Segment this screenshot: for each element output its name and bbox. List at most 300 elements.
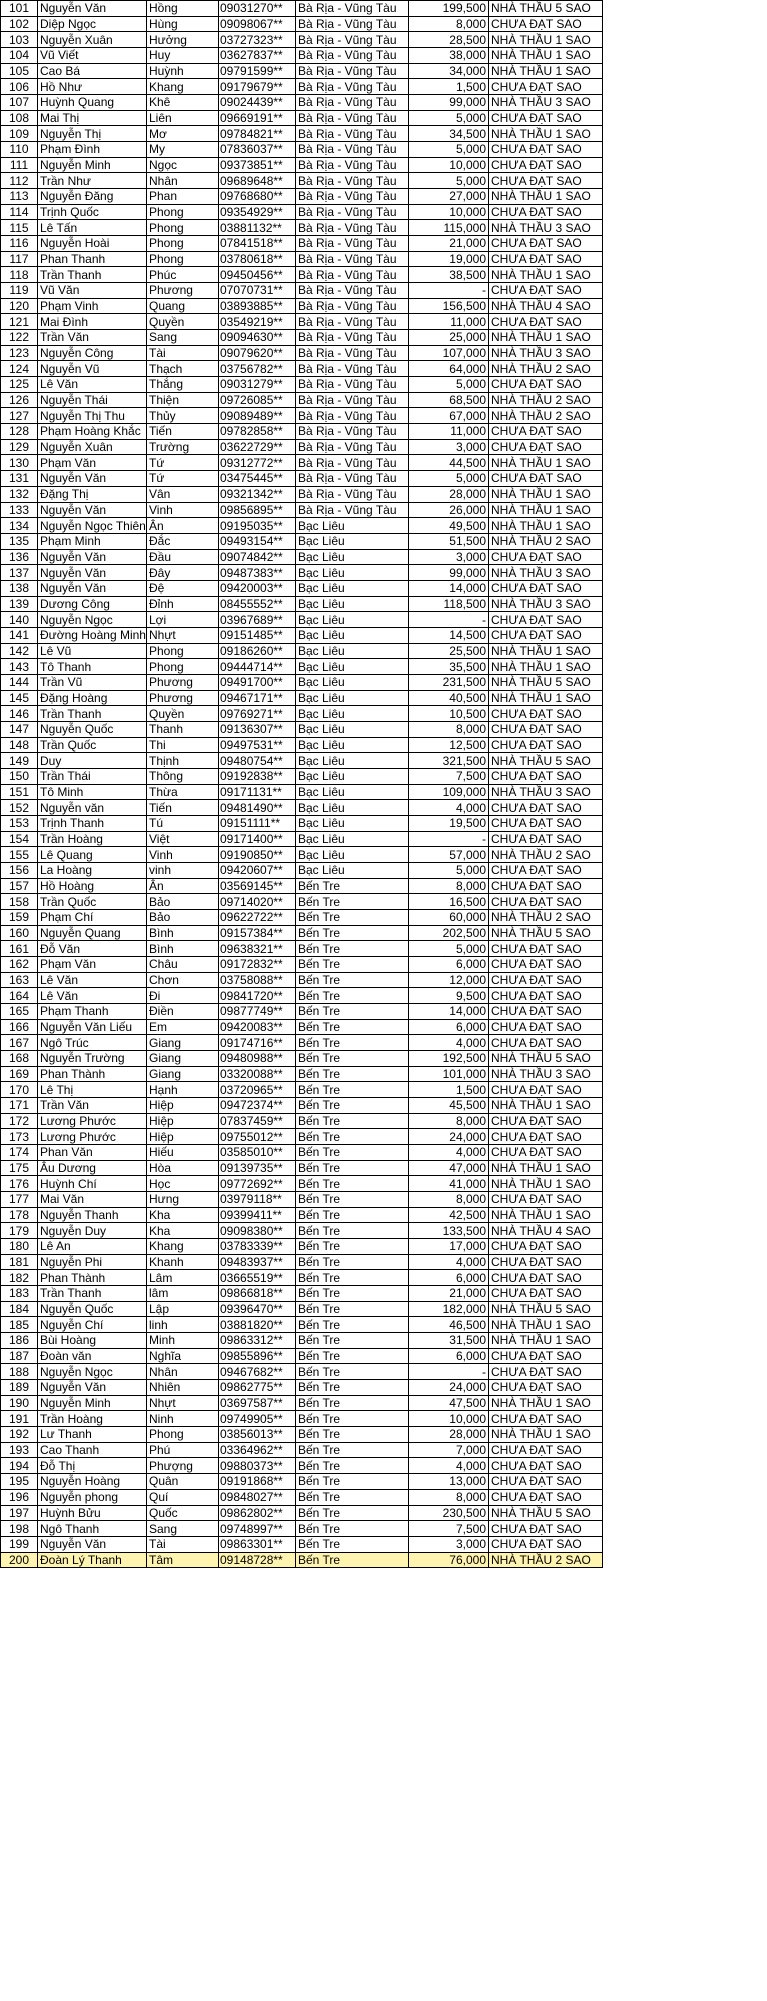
table-row <box>1 659 603 675</box>
row-number-cell: 195 <box>1 1474 38 1490</box>
amount-cell: 4,000 <box>409 1254 489 1270</box>
family-name-cell: Lê Thị <box>38 1082 147 1098</box>
row-number-cell: 200 <box>1 1552 38 1568</box>
table-row <box>1 455 603 471</box>
rating-cell: NHÀ THẦU 3 SAO <box>489 1066 603 1082</box>
family-name-cell: Trịnh Quốc <box>38 204 147 220</box>
table-row <box>1 768 603 784</box>
given-name-cell: Phương <box>147 674 219 690</box>
table-row <box>1 580 603 596</box>
amount-cell: 1,500 <box>409 1082 489 1098</box>
amount-cell: 49,500 <box>409 518 489 534</box>
given-name-cell: Quốc <box>147 1505 219 1521</box>
row-number-cell: 190 <box>1 1395 38 1411</box>
phone-number-cell: 09420003** <box>219 580 296 596</box>
table-row <box>1 189 603 205</box>
rating-cell: CHƯA ĐẠT SAO <box>489 204 603 220</box>
province-cell: Bà Rịa - Vũng Tàu <box>296 110 409 126</box>
province-cell: Bạc Liêu <box>296 737 409 753</box>
given-name-cell: Hồng <box>147 1 219 17</box>
row-number-cell: 171 <box>1 1098 38 1114</box>
given-name-cell: Nhựt <box>147 1395 219 1411</box>
rating-cell: CHƯA ĐẠT SAO <box>489 800 603 816</box>
province-cell: Bà Rịa - Vũng Tàu <box>296 377 409 393</box>
given-name-cell: Phong <box>147 659 219 675</box>
phone-number-cell: 09098067** <box>219 16 296 32</box>
table-row <box>1 283 603 299</box>
rating-cell: NHÀ THẦU 2 SAO <box>489 1552 603 1568</box>
amount-cell: 41,000 <box>409 1176 489 1192</box>
rating-cell: CHƯA ĐẠT SAO <box>489 1348 603 1364</box>
row-number-cell: 129 <box>1 439 38 455</box>
province-cell: Bến Tre <box>296 878 409 894</box>
given-name-cell: Thanh <box>147 721 219 737</box>
given-name-cell: Huy <box>147 48 219 64</box>
phone-number-cell: 09480988** <box>219 1051 296 1067</box>
phone-number-cell: 07837459** <box>219 1113 296 1129</box>
phone-number-cell: 09179679** <box>219 79 296 95</box>
family-name-cell: Cao Thanh <box>38 1442 147 1458</box>
family-name-cell: Nguyễn Văn <box>38 580 147 596</box>
table-row <box>1 1223 603 1239</box>
province-cell: Bạc Liêu <box>296 643 409 659</box>
row-number-cell: 128 <box>1 424 38 440</box>
phone-number-cell: 09450456** <box>219 267 296 283</box>
row-number-cell: 131 <box>1 471 38 487</box>
given-name-cell: Huỳnh <box>147 63 219 79</box>
phone-number-cell: 09714020** <box>219 894 296 910</box>
given-name-cell: Phong <box>147 236 219 252</box>
given-name-cell: My <box>147 142 219 158</box>
given-name-cell: Phong <box>147 1427 219 1443</box>
row-number-cell: 126 <box>1 392 38 408</box>
province-cell: Bạc Liêu <box>296 784 409 800</box>
family-name-cell: Nguyễn Văn <box>38 1 147 17</box>
phone-number-cell: 03475445** <box>219 471 296 487</box>
family-name-cell: Nguyễn Thị Thu <box>38 408 147 424</box>
rating-cell: CHƯA ĐẠT SAO <box>489 580 603 596</box>
table-row <box>1 157 603 173</box>
amount-cell: 12,500 <box>409 737 489 753</box>
province-cell: Bà Rịa - Vũng Tàu <box>296 204 409 220</box>
phone-number-cell: 09467171** <box>219 690 296 706</box>
amount-cell: 60,000 <box>409 909 489 925</box>
table-row <box>1 627 603 643</box>
table-row <box>1 1364 603 1380</box>
province-cell: Bạc Liêu <box>296 596 409 612</box>
rating-cell: CHƯA ĐẠT SAO <box>489 1364 603 1380</box>
amount-cell: 47,000 <box>409 1160 489 1176</box>
rating-cell: NHÀ THẦU 1 SAO <box>489 1317 603 1333</box>
table-row <box>1 79 603 95</box>
amount-cell: 202,500 <box>409 925 489 941</box>
family-name-cell: Đoàn văn <box>38 1348 147 1364</box>
phone-number-cell: 03979118** <box>219 1192 296 1208</box>
phone-number-cell: 09186260** <box>219 643 296 659</box>
province-cell: Bà Rịa - Vũng Tàu <box>296 251 409 267</box>
amount-cell: 44,500 <box>409 455 489 471</box>
amount-cell: 40,500 <box>409 690 489 706</box>
given-name-cell: Thi <box>147 737 219 753</box>
phone-number-cell: 09669191** <box>219 110 296 126</box>
rating-cell: CHƯA ĐẠT SAO <box>489 1458 603 1474</box>
row-number-cell: 187 <box>1 1348 38 1364</box>
given-name-cell: Tài <box>147 1536 219 1552</box>
phone-number-cell: 03697587** <box>219 1395 296 1411</box>
amount-cell: 192,500 <box>409 1051 489 1067</box>
rating-cell: NHÀ THẦU 3 SAO <box>489 565 603 581</box>
given-name-cell: Tiến <box>147 424 219 440</box>
phone-number-cell: 09074842** <box>219 549 296 565</box>
row-number-cell: 124 <box>1 361 38 377</box>
province-cell: Bến Tre <box>296 1113 409 1129</box>
given-name-cell: Phú <box>147 1442 219 1458</box>
table-row <box>1 1004 603 1020</box>
family-name-cell: Trần Thanh <box>38 706 147 722</box>
amount-cell: 25,000 <box>409 330 489 346</box>
family-name-cell: Nguyễn phong <box>38 1489 147 1505</box>
province-cell: Bà Rịa - Vũng Tàu <box>296 330 409 346</box>
phone-number-cell: 09480754** <box>219 753 296 769</box>
rating-cell: CHƯA ĐẠT SAO <box>489 706 603 722</box>
rating-cell: NHÀ THẦU 2 SAO <box>489 847 603 863</box>
amount-cell: 14,000 <box>409 1004 489 1020</box>
amount-cell: 6,000 <box>409 1019 489 1035</box>
family-name-cell: Nguyễn Văn <box>38 502 147 518</box>
amount-cell: 28,000 <box>409 486 489 502</box>
table-row <box>1 267 603 283</box>
phone-number-cell: 07836037** <box>219 142 296 158</box>
province-cell: Bến Tre <box>296 1160 409 1176</box>
province-cell: Bà Rịa - Vũng Tàu <box>296 173 409 189</box>
amount-cell: 133,500 <box>409 1223 489 1239</box>
rating-cell: CHƯA ĐẠT SAO <box>489 831 603 847</box>
row-number-cell: 192 <box>1 1427 38 1443</box>
rating-cell: CHƯA ĐẠT SAO <box>489 16 603 32</box>
given-name-cell: Giang <box>147 1066 219 1082</box>
province-cell: Bà Rịa - Vũng Tàu <box>296 486 409 502</box>
row-number-cell: 186 <box>1 1333 38 1349</box>
phone-number-cell: 09174716** <box>219 1035 296 1051</box>
given-name-cell: lâm <box>147 1286 219 1302</box>
province-cell: Bạc Liêu <box>296 690 409 706</box>
phone-number-cell: 09172832** <box>219 956 296 972</box>
province-cell: Bến Tre <box>296 1145 409 1161</box>
amount-cell: - <box>409 831 489 847</box>
table-row <box>1 1552 603 1568</box>
phone-number-cell: 03881132** <box>219 220 296 236</box>
table-row <box>1 439 603 455</box>
table-row <box>1 126 603 142</box>
province-cell: Bến Tre <box>296 956 409 972</box>
province-cell: Bến Tre <box>296 1192 409 1208</box>
amount-cell: - <box>409 612 489 628</box>
province-cell: Bà Rịa - Vũng Tàu <box>296 439 409 455</box>
phone-number-cell: 03856013** <box>219 1427 296 1443</box>
row-number-cell: 164 <box>1 988 38 1004</box>
table-row <box>1 1505 603 1521</box>
phone-number-cell: 03665519** <box>219 1270 296 1286</box>
phone-number-cell: 03549219** <box>219 314 296 330</box>
amount-cell: 68,500 <box>409 392 489 408</box>
family-name-cell: Lê An <box>38 1239 147 1255</box>
province-cell: Bà Rịa - Vũng Tàu <box>296 95 409 111</box>
rating-cell: NHÀ THẦU 1 SAO <box>489 455 603 471</box>
amount-cell: 11,000 <box>409 314 489 330</box>
table-row <box>1 1286 603 1302</box>
province-cell: Bến Tre <box>296 1395 409 1411</box>
rating-cell: NHÀ THẦU 3 SAO <box>489 345 603 361</box>
phone-number-cell: 09098380** <box>219 1223 296 1239</box>
table-row <box>1 1442 603 1458</box>
amount-cell: 4,000 <box>409 1035 489 1051</box>
amount-cell: 3,000 <box>409 439 489 455</box>
phone-number-cell: 09848027** <box>219 1489 296 1505</box>
table-row <box>1 1521 603 1537</box>
phone-number-cell: 09841720** <box>219 988 296 1004</box>
amount-cell: 26,000 <box>409 502 489 518</box>
rating-cell: CHƯA ĐẠT SAO <box>489 1129 603 1145</box>
row-number-cell: 152 <box>1 800 38 816</box>
province-cell: Bà Rịa - Vũng Tàu <box>296 408 409 424</box>
table-row <box>1 690 603 706</box>
phone-number-cell: 09755012** <box>219 1129 296 1145</box>
amount-cell: 10,000 <box>409 204 489 220</box>
given-name-cell: Thừa <box>147 784 219 800</box>
given-name-cell: Thiện <box>147 392 219 408</box>
row-number-cell: 110 <box>1 142 38 158</box>
phone-number-cell: 03320088** <box>219 1066 296 1082</box>
family-name-cell: Trần Vũ <box>38 674 147 690</box>
row-number-cell: 143 <box>1 659 38 675</box>
table-row <box>1 1082 603 1098</box>
amount-cell: 8,000 <box>409 1113 489 1129</box>
amount-cell: 19,500 <box>409 815 489 831</box>
amount-cell: - <box>409 1364 489 1380</box>
phone-number-cell: 09497531** <box>219 737 296 753</box>
amount-cell: 99,000 <box>409 565 489 581</box>
family-name-cell: Phan Thành <box>38 1066 147 1082</box>
phone-number-cell: 09487383** <box>219 565 296 581</box>
row-number-cell: 125 <box>1 377 38 393</box>
row-number-cell: 183 <box>1 1286 38 1302</box>
row-number-cell: 188 <box>1 1364 38 1380</box>
table-row <box>1 424 603 440</box>
row-number-cell: 153 <box>1 815 38 831</box>
row-number-cell: 197 <box>1 1505 38 1521</box>
family-name-cell: Diệp Ngọc <box>38 16 147 32</box>
row-number-cell: 159 <box>1 909 38 925</box>
phone-number-cell: 09373851** <box>219 157 296 173</box>
family-name-cell: Nguyễn Minh <box>38 157 147 173</box>
table-row <box>1 706 603 722</box>
rating-cell: NHÀ THẦU 1 SAO <box>489 1160 603 1176</box>
table-row <box>1 1380 603 1396</box>
given-name-cell: Thắng <box>147 377 219 393</box>
province-cell: Bến Tre <box>296 1004 409 1020</box>
province-cell: Bến Tre <box>296 1380 409 1396</box>
rating-cell: CHƯA ĐẠT SAO <box>489 283 603 299</box>
phone-number-cell: 03758088** <box>219 972 296 988</box>
family-name-cell: Mai Văn <box>38 1192 147 1208</box>
table-row <box>1 236 603 252</box>
table-row <box>1 549 603 565</box>
table-row <box>1 815 603 831</box>
phone-number-cell: 07070731** <box>219 283 296 299</box>
province-cell: Bà Rịa - Vũng Tàu <box>296 126 409 142</box>
table-row <box>1 1239 603 1255</box>
amount-cell: 57,000 <box>409 847 489 863</box>
family-name-cell: Hồ Hoàng <box>38 878 147 894</box>
given-name-cell: Quyền <box>147 314 219 330</box>
phone-number-cell: 09079620** <box>219 345 296 361</box>
table-row <box>1 48 603 64</box>
rating-cell: NHÀ THẦU 1 SAO <box>489 690 603 706</box>
row-number-cell: 132 <box>1 486 38 502</box>
phone-number-cell: 09024439** <box>219 95 296 111</box>
rating-cell: NHÀ THẦU 5 SAO <box>489 1505 603 1521</box>
phone-number-cell: 09856895** <box>219 502 296 518</box>
rating-cell: CHƯA ĐẠT SAO <box>489 721 603 737</box>
phone-number-cell: 09089489** <box>219 408 296 424</box>
row-number-cell: 196 <box>1 1489 38 1505</box>
family-name-cell: Nguyễn Ngọc <box>38 1364 147 1380</box>
province-cell: Bến Tre <box>296 1066 409 1082</box>
given-name-cell: Khang <box>147 1239 219 1255</box>
phone-number-cell: 09726085** <box>219 392 296 408</box>
given-name-cell: Nhiên <box>147 1380 219 1396</box>
phone-number-cell: 09784821** <box>219 126 296 142</box>
given-name-cell: Mơ <box>147 126 219 142</box>
table-row <box>1 1066 603 1082</box>
phone-number-cell: 09862802** <box>219 1505 296 1521</box>
given-name-cell: Lợi <box>147 612 219 628</box>
row-number-cell: 135 <box>1 533 38 549</box>
table-row <box>1 486 603 502</box>
row-number-cell: 123 <box>1 345 38 361</box>
phone-number-cell: 09491700** <box>219 674 296 690</box>
table-row <box>1 1176 603 1192</box>
row-number-cell: 107 <box>1 95 38 111</box>
province-cell: Bà Rịa - Vũng Tàu <box>296 32 409 48</box>
given-name-cell: Hiệp <box>147 1113 219 1129</box>
phone-number-cell: 03627837** <box>219 48 296 64</box>
amount-cell: 14,000 <box>409 580 489 596</box>
family-name-cell: Lê Tấn <box>38 220 147 236</box>
given-name-cell: Nhựt <box>147 627 219 643</box>
given-name-cell: vinh <box>147 862 219 878</box>
given-name-cell: Hạnh <box>147 1082 219 1098</box>
family-name-cell: Lê Quang <box>38 847 147 863</box>
rating-cell: CHƯA ĐẠT SAO <box>489 627 603 643</box>
table-row <box>1 972 603 988</box>
amount-cell: 9,500 <box>409 988 489 1004</box>
province-cell: Bà Rịa - Vũng Tàu <box>296 189 409 205</box>
amount-cell: 4,000 <box>409 1458 489 1474</box>
row-number-cell: 121 <box>1 314 38 330</box>
province-cell: Bà Rịa - Vũng Tàu <box>296 79 409 95</box>
table-row <box>1 63 603 79</box>
phone-number-cell: 09420607** <box>219 862 296 878</box>
given-name-cell: Phong <box>147 220 219 236</box>
family-name-cell: Phạm Minh <box>38 533 147 549</box>
given-name-cell: Nhân <box>147 173 219 189</box>
given-name-cell: Bảo <box>147 909 219 925</box>
phone-number-cell: 09139735** <box>219 1160 296 1176</box>
row-number-cell: 102 <box>1 16 38 32</box>
rating-cell: CHƯA ĐẠT SAO <box>489 1082 603 1098</box>
rating-cell: NHÀ THẦU 1 SAO <box>489 1427 603 1443</box>
family-name-cell: Nguyễn Vũ <box>38 361 147 377</box>
amount-cell: 8,000 <box>409 1489 489 1505</box>
given-name-cell: Ngọc <box>147 157 219 173</box>
province-cell: Bạc Liêu <box>296 831 409 847</box>
amount-cell: 115,000 <box>409 220 489 236</box>
row-number-cell: 168 <box>1 1051 38 1067</box>
row-number-cell: 117 <box>1 251 38 267</box>
phone-number-cell: 09880373** <box>219 1458 296 1474</box>
province-cell: Bến Tre <box>296 1552 409 1568</box>
given-name-cell: Điền <box>147 1004 219 1020</box>
table-row <box>1 110 603 126</box>
family-name-cell: Nguyễn Ngọc <box>38 612 147 628</box>
given-name-cell: Sang <box>147 330 219 346</box>
rating-cell: CHƯA ĐẠT SAO <box>489 1254 603 1270</box>
row-number-cell: 140 <box>1 612 38 628</box>
amount-cell: 11,000 <box>409 424 489 440</box>
given-name-cell: Thạch <box>147 361 219 377</box>
rating-cell: NHÀ THẦU 1 SAO <box>489 1098 603 1114</box>
amount-cell: 4,000 <box>409 800 489 816</box>
row-number-cell: 185 <box>1 1317 38 1333</box>
rating-cell: NHÀ THẦU 2 SAO <box>489 909 603 925</box>
phone-number-cell: 09312772** <box>219 455 296 471</box>
family-name-cell: Âu Dương <box>38 1160 147 1176</box>
row-number-cell: 189 <box>1 1380 38 1396</box>
amount-cell: 51,500 <box>409 533 489 549</box>
province-cell: Bà Rịa - Vũng Tàu <box>296 298 409 314</box>
given-name-cell: Đắc <box>147 533 219 549</box>
given-name-cell: Hưng <box>147 1192 219 1208</box>
row-number-cell: 177 <box>1 1192 38 1208</box>
phone-number-cell: 09472374** <box>219 1098 296 1114</box>
amount-cell: 199,500 <box>409 1 489 17</box>
row-number-cell: 157 <box>1 878 38 894</box>
given-name-cell: Kha <box>147 1207 219 1223</box>
amount-cell: 8,000 <box>409 1192 489 1208</box>
province-cell: Bạc Liêu <box>296 800 409 816</box>
row-number-cell: 112 <box>1 173 38 189</box>
rating-cell: CHƯA ĐẠT SAO <box>489 972 603 988</box>
amount-cell: 3,000 <box>409 549 489 565</box>
rating-cell: NHÀ THẦU 5 SAO <box>489 1051 603 1067</box>
rating-cell: CHƯA ĐẠT SAO <box>489 314 603 330</box>
phone-number-cell: 09863301** <box>219 1536 296 1552</box>
phone-number-cell: 09191868** <box>219 1474 296 1490</box>
rating-cell: CHƯA ĐẠT SAO <box>489 110 603 126</box>
amount-cell: 34,500 <box>409 126 489 142</box>
family-name-cell: Lương Phước <box>38 1129 147 1145</box>
given-name-cell: Tiến <box>147 800 219 816</box>
amount-cell: 38,500 <box>409 267 489 283</box>
rating-cell: CHƯA ĐẠT SAO <box>489 1035 603 1051</box>
table-row <box>1 909 603 925</box>
amount-cell: 64,000 <box>409 361 489 377</box>
province-cell: Bến Tre <box>296 1301 409 1317</box>
family-name-cell: Đặng Thị <box>38 486 147 502</box>
rating-cell: NHÀ THẦU 1 SAO <box>489 486 603 502</box>
amount-cell: 13,000 <box>409 1474 489 1490</box>
